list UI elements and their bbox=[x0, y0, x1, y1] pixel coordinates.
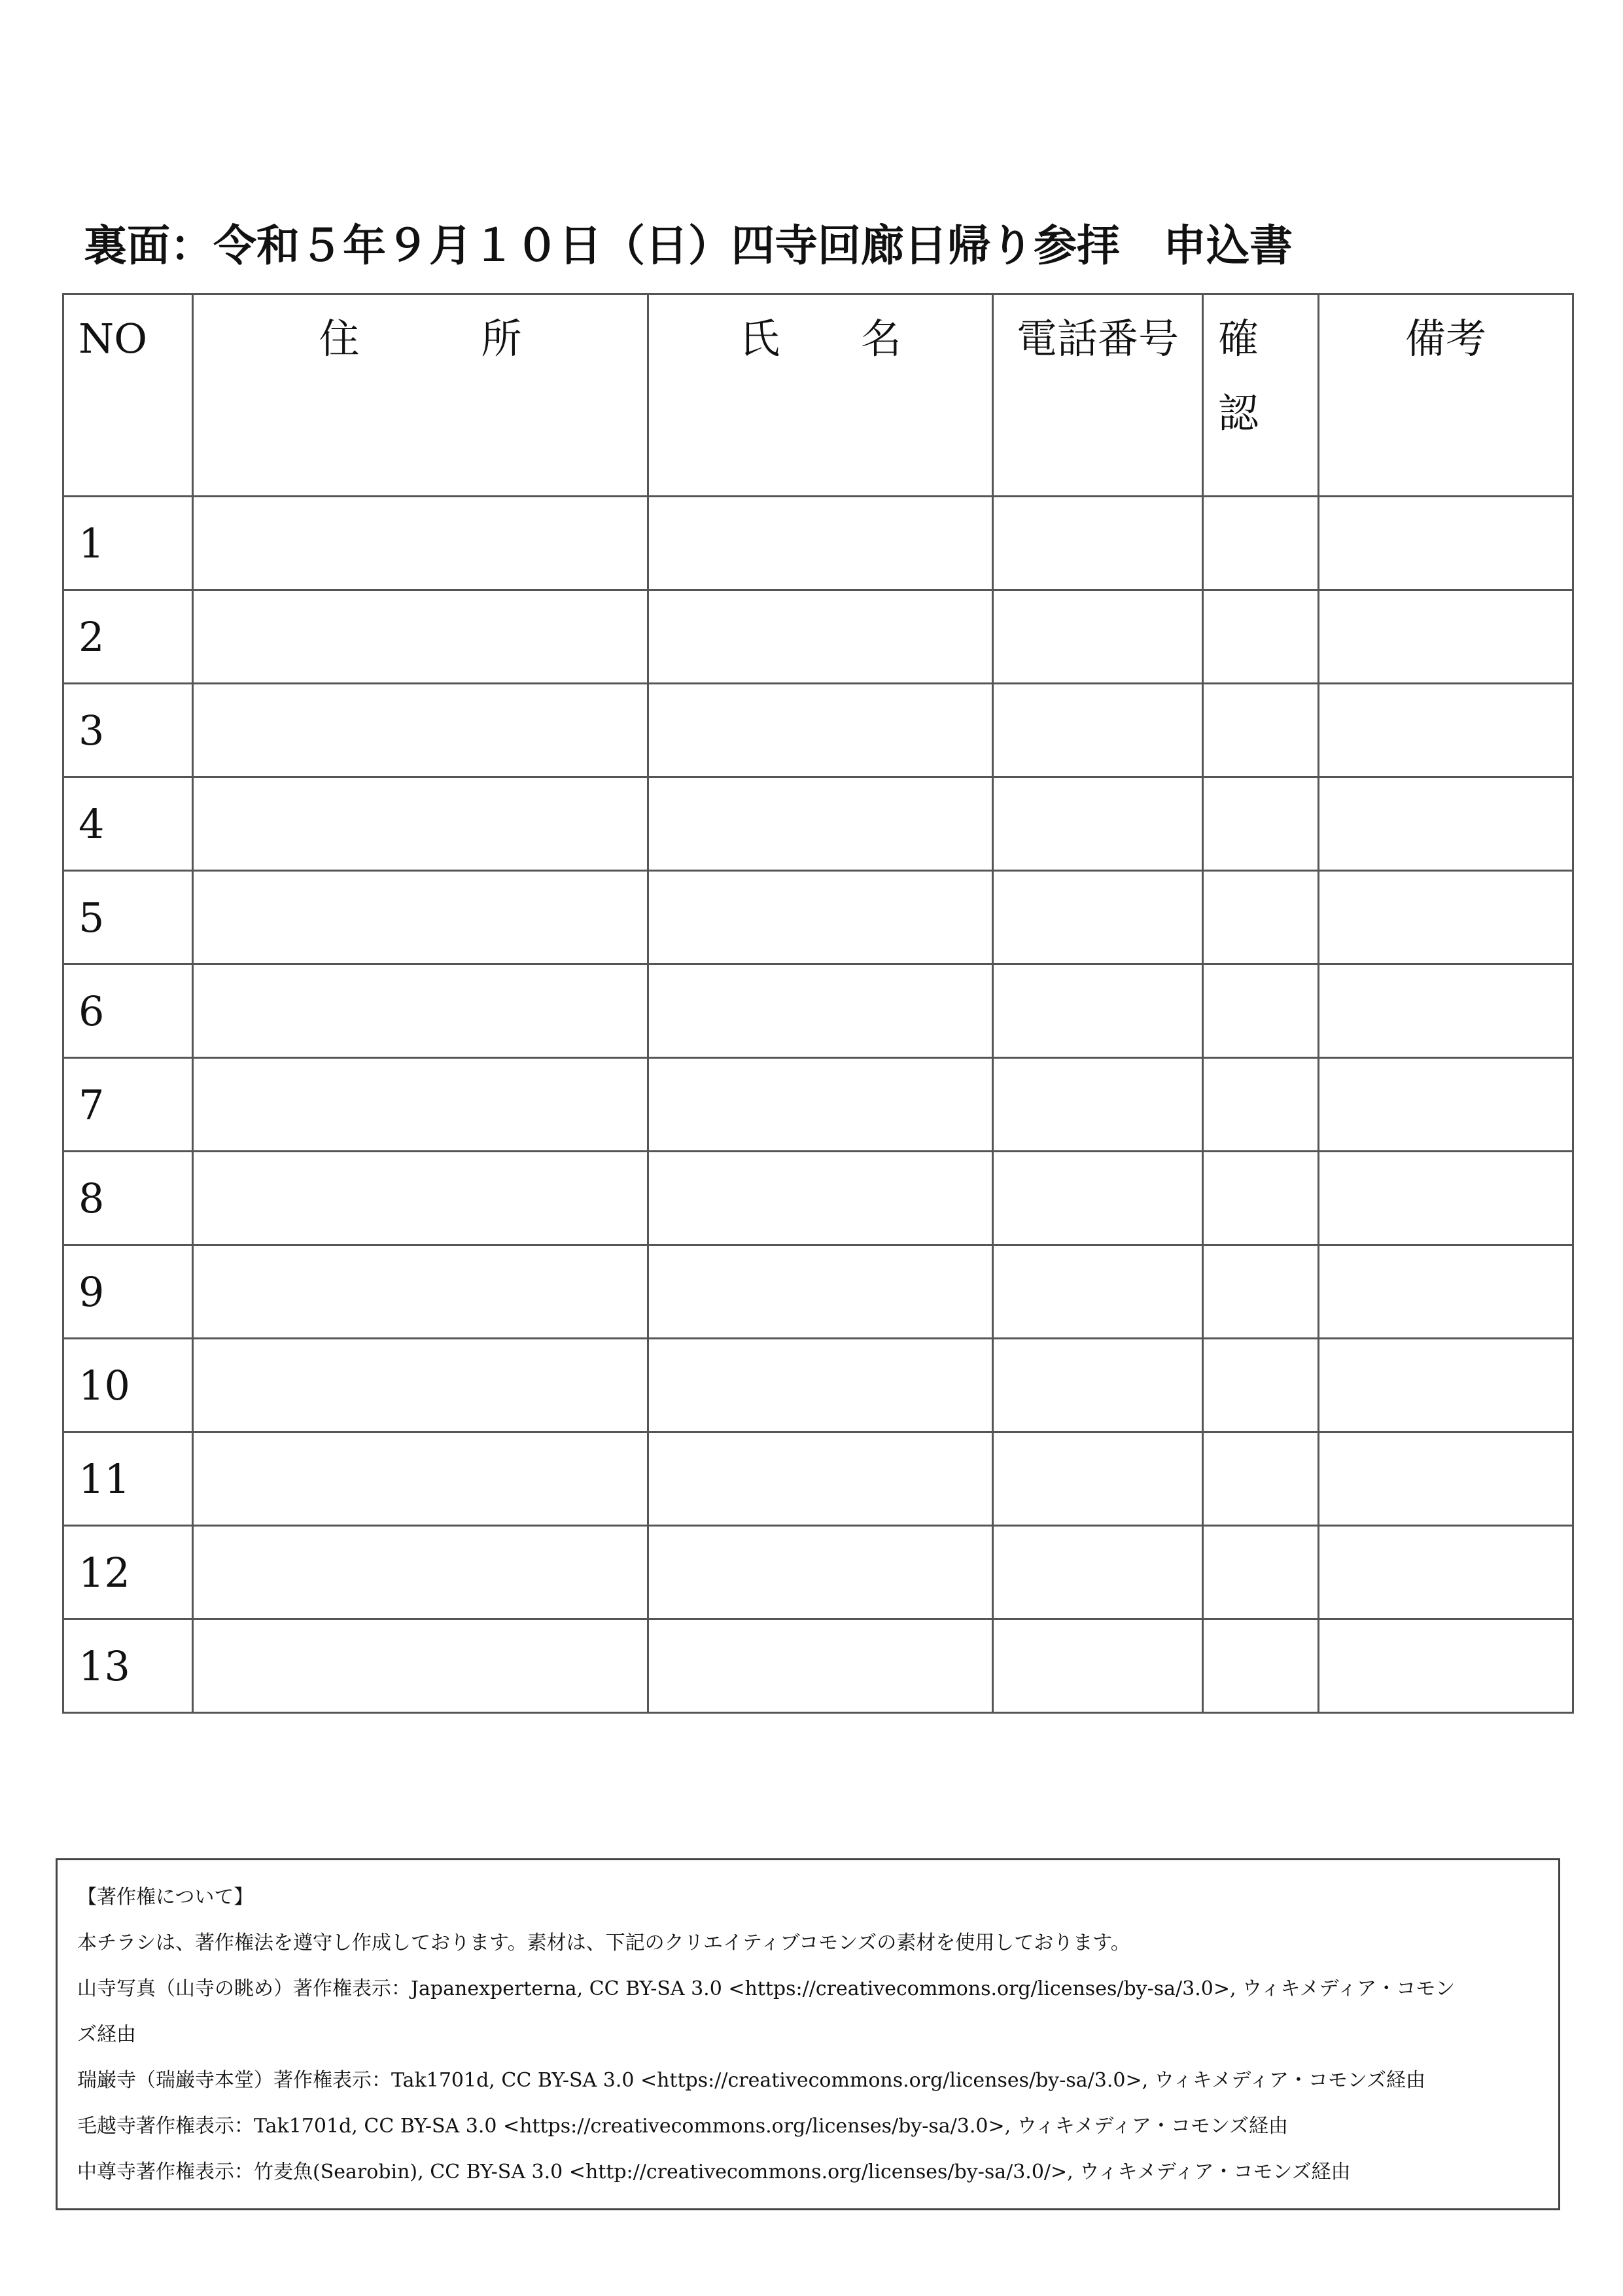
header-confirm-line2: 認 bbox=[1218, 389, 1259, 438]
confirm-cell[interactable] bbox=[1203, 1619, 1319, 1713]
phone-cell[interactable] bbox=[993, 684, 1203, 777]
header-name: 氏 名 bbox=[648, 294, 993, 497]
table-row bbox=[63, 1432, 1573, 1526]
table-row bbox=[63, 590, 1573, 684]
table-header-row bbox=[63, 294, 1573, 497]
table-row bbox=[63, 1526, 1573, 1619]
row-number: 11 bbox=[63, 1432, 193, 1526]
row-number: 1 bbox=[63, 497, 193, 590]
address-cell[interactable] bbox=[193, 1432, 648, 1526]
copyright-notice bbox=[56, 1858, 1560, 2210]
address-cell[interactable] bbox=[193, 777, 648, 871]
table-row bbox=[63, 777, 1573, 871]
remarks-cell[interactable] bbox=[1319, 1526, 1573, 1619]
header-confirm-line1: 確 bbox=[1218, 315, 1259, 362]
name-cell[interactable] bbox=[648, 1432, 993, 1526]
confirm-cell[interactable] bbox=[1203, 964, 1319, 1058]
table-row bbox=[63, 1619, 1573, 1713]
confirm-cell[interactable] bbox=[1203, 1432, 1319, 1526]
header-remarks: 備考 bbox=[1319, 294, 1573, 497]
confirm-cell[interactable] bbox=[1203, 497, 1319, 590]
remarks-cell[interactable] bbox=[1319, 590, 1573, 684]
confirm-cell[interactable] bbox=[1203, 590, 1319, 684]
copyright-heading: 【著作権について】 bbox=[77, 1886, 254, 1909]
name-cell[interactable] bbox=[648, 1152, 993, 1245]
remarks-cell[interactable] bbox=[1319, 1152, 1573, 1245]
copyright-line: 瑞巌寺（瑞巌寺本堂）著作権表示：Tak1701d, CC BY-SA 3.0 <https://creativecommons.org/licenses/by-sa/3.0>, ウィキメディア・コモンズ経由 bbox=[77, 2069, 1426, 2092]
copyright-line: 山寺写真（山寺の眺め）著作権表示：Japanexperterna, CC BY-SA 3.0 <https://creativecommons.org/licenses/by-sa/3.0>, ウィキメディア・コモン bbox=[77, 1977, 1456, 2000]
table-row bbox=[63, 1152, 1573, 1245]
address-cell[interactable] bbox=[193, 1058, 648, 1152]
phone-cell[interactable] bbox=[993, 1058, 1203, 1152]
table-row bbox=[63, 684, 1573, 777]
address-cell[interactable] bbox=[193, 590, 648, 684]
confirm-cell[interactable] bbox=[1203, 684, 1319, 777]
remarks-cell[interactable] bbox=[1319, 1432, 1573, 1526]
name-cell[interactable] bbox=[648, 1526, 993, 1619]
header-address: 住 所 bbox=[193, 294, 648, 497]
name-cell[interactable] bbox=[648, 777, 993, 871]
row-number: 6 bbox=[63, 964, 193, 1058]
table-row bbox=[63, 1058, 1573, 1152]
copyright-line: 本チラシは、著作権法を遵守し作成しております。素材は、下記のクリエイティブコモンズの素材を使用しております。 bbox=[77, 1932, 1130, 1954]
address-cell[interactable] bbox=[193, 1245, 648, 1339]
name-cell[interactable] bbox=[648, 590, 993, 684]
table-row bbox=[63, 964, 1573, 1058]
row-number: 3 bbox=[63, 684, 193, 777]
phone-cell[interactable] bbox=[993, 964, 1203, 1058]
address-cell[interactable] bbox=[193, 1152, 648, 1245]
row-number: 13 bbox=[63, 1619, 193, 1713]
table-row bbox=[63, 1339, 1573, 1432]
phone-cell[interactable] bbox=[993, 1152, 1203, 1245]
address-cell[interactable] bbox=[193, 1619, 648, 1713]
application-form-table bbox=[62, 293, 1574, 1714]
confirm-cell[interactable] bbox=[1203, 1058, 1319, 1152]
remarks-cell[interactable] bbox=[1319, 1058, 1573, 1152]
remarks-cell[interactable] bbox=[1319, 1245, 1573, 1339]
table-row bbox=[63, 497, 1573, 590]
header-no: NO bbox=[63, 294, 193, 497]
phone-cell[interactable] bbox=[993, 1619, 1203, 1713]
name-cell[interactable] bbox=[648, 1339, 993, 1432]
remarks-cell[interactable] bbox=[1319, 1619, 1573, 1713]
address-cell[interactable] bbox=[193, 1339, 648, 1432]
remarks-cell[interactable] bbox=[1319, 871, 1573, 964]
address-cell[interactable] bbox=[193, 684, 648, 777]
row-number: 5 bbox=[63, 871, 193, 964]
address-cell[interactable] bbox=[193, 1526, 648, 1619]
name-cell[interactable] bbox=[648, 1058, 993, 1152]
address-cell[interactable] bbox=[193, 871, 648, 964]
table-row bbox=[63, 871, 1573, 964]
phone-cell[interactable] bbox=[993, 777, 1203, 871]
name-cell[interactable] bbox=[648, 964, 993, 1058]
row-number: 8 bbox=[63, 1152, 193, 1245]
row-number: 2 bbox=[63, 590, 193, 684]
name-cell[interactable] bbox=[648, 684, 993, 777]
row-number: 10 bbox=[63, 1339, 193, 1432]
copyright-line: 毛越寺著作権表示：Tak1701d, CC BY-SA 3.0 <https://creativecommons.org/licenses/by-sa/3.0>, ウィキメディア・コモンズ経由 bbox=[77, 2115, 1289, 2138]
remarks-cell[interactable] bbox=[1319, 964, 1573, 1058]
copyright-line: 中尊寺著作権表示：竹麦魚(Searobin), CC BY-SA 3.0 <http://creativecommons.org/licenses/by-sa/3.0/>, ウィキメディア・コモンズ経由 bbox=[77, 2161, 1351, 2183]
phone-cell[interactable] bbox=[993, 497, 1203, 590]
header-confirm bbox=[1203, 294, 1319, 497]
remarks-cell[interactable] bbox=[1319, 1339, 1573, 1432]
address-cell[interactable] bbox=[193, 964, 648, 1058]
phone-cell[interactable] bbox=[993, 1526, 1203, 1619]
row-number: 9 bbox=[63, 1245, 193, 1339]
name-cell[interactable] bbox=[648, 497, 993, 590]
remarks-cell[interactable] bbox=[1319, 684, 1573, 777]
phone-cell[interactable] bbox=[993, 1339, 1203, 1432]
table-row bbox=[63, 1245, 1573, 1339]
confirm-cell[interactable] bbox=[1203, 1245, 1319, 1339]
name-cell[interactable] bbox=[648, 871, 993, 964]
row-number: 7 bbox=[63, 1058, 193, 1152]
confirm-cell[interactable] bbox=[1203, 1152, 1319, 1245]
confirm-cell[interactable] bbox=[1203, 1339, 1319, 1432]
name-cell[interactable] bbox=[648, 1619, 993, 1713]
copyright-line: ズ経由 bbox=[77, 2023, 136, 2046]
remarks-cell[interactable] bbox=[1319, 497, 1573, 590]
remarks-cell[interactable] bbox=[1319, 777, 1573, 871]
confirm-cell[interactable] bbox=[1203, 871, 1319, 964]
header-phone: 電話番号 bbox=[993, 294, 1203, 497]
phone-cell[interactable] bbox=[993, 871, 1203, 964]
phone-cell[interactable] bbox=[993, 1245, 1203, 1339]
phone-cell[interactable] bbox=[993, 590, 1203, 684]
confirm-cell[interactable] bbox=[1203, 777, 1319, 871]
row-number: 4 bbox=[63, 777, 193, 871]
phone-cell[interactable] bbox=[993, 1432, 1203, 1526]
page-title: 裏面：令和５年９月１０日（日）四寺回廊日帰り参拝 申込書 bbox=[84, 220, 1293, 271]
confirm-cell[interactable] bbox=[1203, 1526, 1319, 1619]
address-cell[interactable] bbox=[193, 497, 648, 590]
row-number: 12 bbox=[63, 1526, 193, 1619]
name-cell[interactable] bbox=[648, 1245, 993, 1339]
